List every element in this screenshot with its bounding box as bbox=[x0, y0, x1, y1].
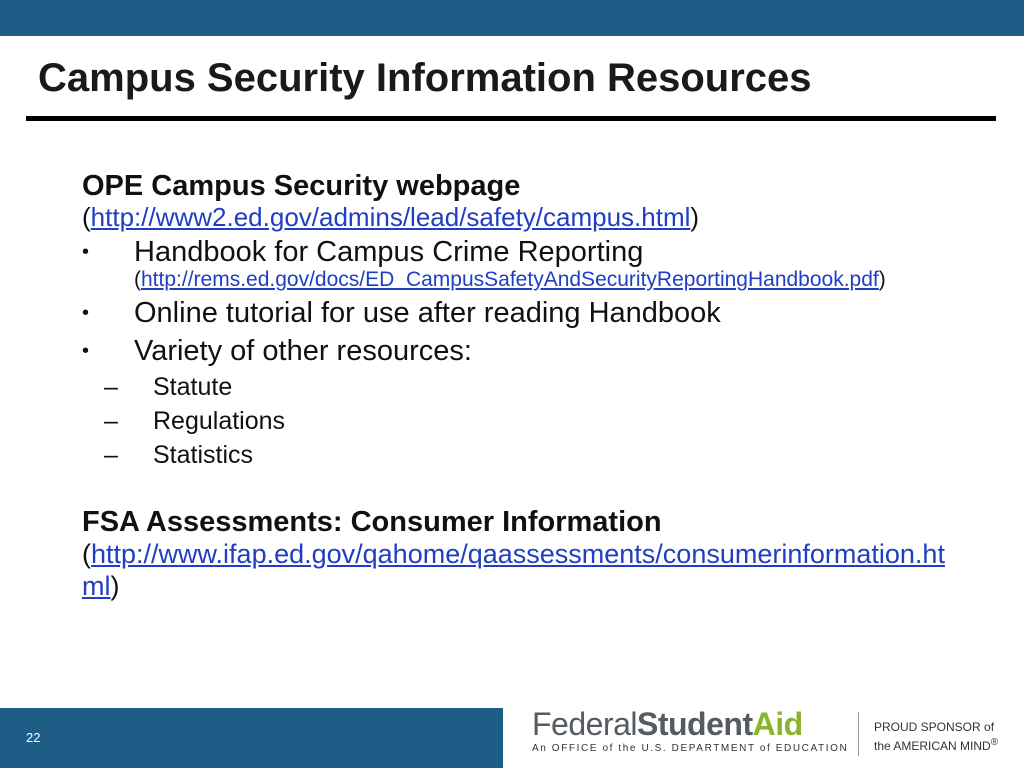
section1-heading: OPE Campus Security webpage bbox=[82, 170, 521, 202]
dash-glyph: – bbox=[104, 441, 118, 469]
logo-federal: Federal bbox=[532, 706, 637, 742]
bullet-text: Variety of other resources: bbox=[134, 335, 472, 367]
slide-number: 22 bbox=[26, 730, 41, 745]
logo-aid: Aid bbox=[752, 706, 803, 742]
logo-divider bbox=[858, 712, 859, 756]
paren-close: ) bbox=[878, 268, 886, 291]
sponsor-text bbox=[874, 720, 998, 754]
bullet-item-handbook bbox=[82, 233, 972, 271]
registered-mark: ® bbox=[990, 737, 999, 748]
section-spacer bbox=[82, 472, 972, 506]
sub-item-statute bbox=[82, 370, 972, 404]
bullet-text: Handbook for Campus Crime Reporting bbox=[134, 236, 644, 268]
logo-student: Student bbox=[637, 706, 753, 742]
slide-content bbox=[82, 170, 972, 602]
sponsor-line-1: PROUD SPONSOR of bbox=[874, 720, 995, 734]
section2-heading: FSA Assessments: Consumer Information bbox=[82, 506, 662, 538]
section2-link-line bbox=[82, 538, 962, 602]
dash-glyph: – bbox=[104, 407, 118, 435]
paren-open: ( bbox=[134, 268, 141, 291]
dash-glyph: – bbox=[104, 373, 118, 401]
sub-item-text: Regulations bbox=[153, 407, 286, 435]
bullet-glyph: • bbox=[82, 340, 90, 362]
slide-title: Campus Security Information Resources bbox=[38, 56, 812, 100]
federal-student-aid-logo bbox=[532, 706, 848, 754]
handbook-pdf-link[interactable]: http://rems.ed.gov/docs/ED_CampusSafetyAndSecurityReportingHandbook.pdf bbox=[141, 268, 879, 291]
bullet-text: Online tutorial for use after reading Handbook bbox=[134, 297, 721, 329]
campus-safety-link[interactable]: http://www2.ed.gov/admins/lead/safety/campus.html bbox=[90, 202, 691, 232]
paren-close: ) bbox=[110, 571, 120, 601]
consumer-information-link[interactable]: http://www.ifap.ed.gov/qahome/qaassessments/consumerinformation.html bbox=[82, 539, 945, 601]
logo-tagline: An OFFICE of the U.S. DEPARTMENT of EDUCATION bbox=[532, 743, 849, 754]
sub-item-regulations bbox=[82, 404, 972, 438]
bullet-item-resources bbox=[82, 332, 972, 370]
top-color-band bbox=[0, 0, 1024, 36]
sub-item-statistics bbox=[82, 438, 972, 472]
sub-item-text: Statistics bbox=[153, 441, 254, 469]
paren-open: ( bbox=[82, 539, 91, 569]
title-underline-rule bbox=[26, 116, 996, 121]
sub-item-text: Statute bbox=[153, 373, 233, 401]
bullet-glyph: • bbox=[82, 241, 90, 263]
bullet-glyph: • bbox=[82, 302, 90, 324]
footer-color-band bbox=[0, 708, 503, 768]
sponsor-line-2: the AMERICAN MIND® bbox=[874, 737, 999, 753]
paren-open: ( bbox=[82, 202, 91, 232]
paren-close: ) bbox=[690, 202, 700, 232]
logo-wordmark bbox=[532, 706, 848, 742]
bullet-item-tutorial bbox=[82, 294, 972, 332]
section1-link-line bbox=[82, 202, 972, 233]
